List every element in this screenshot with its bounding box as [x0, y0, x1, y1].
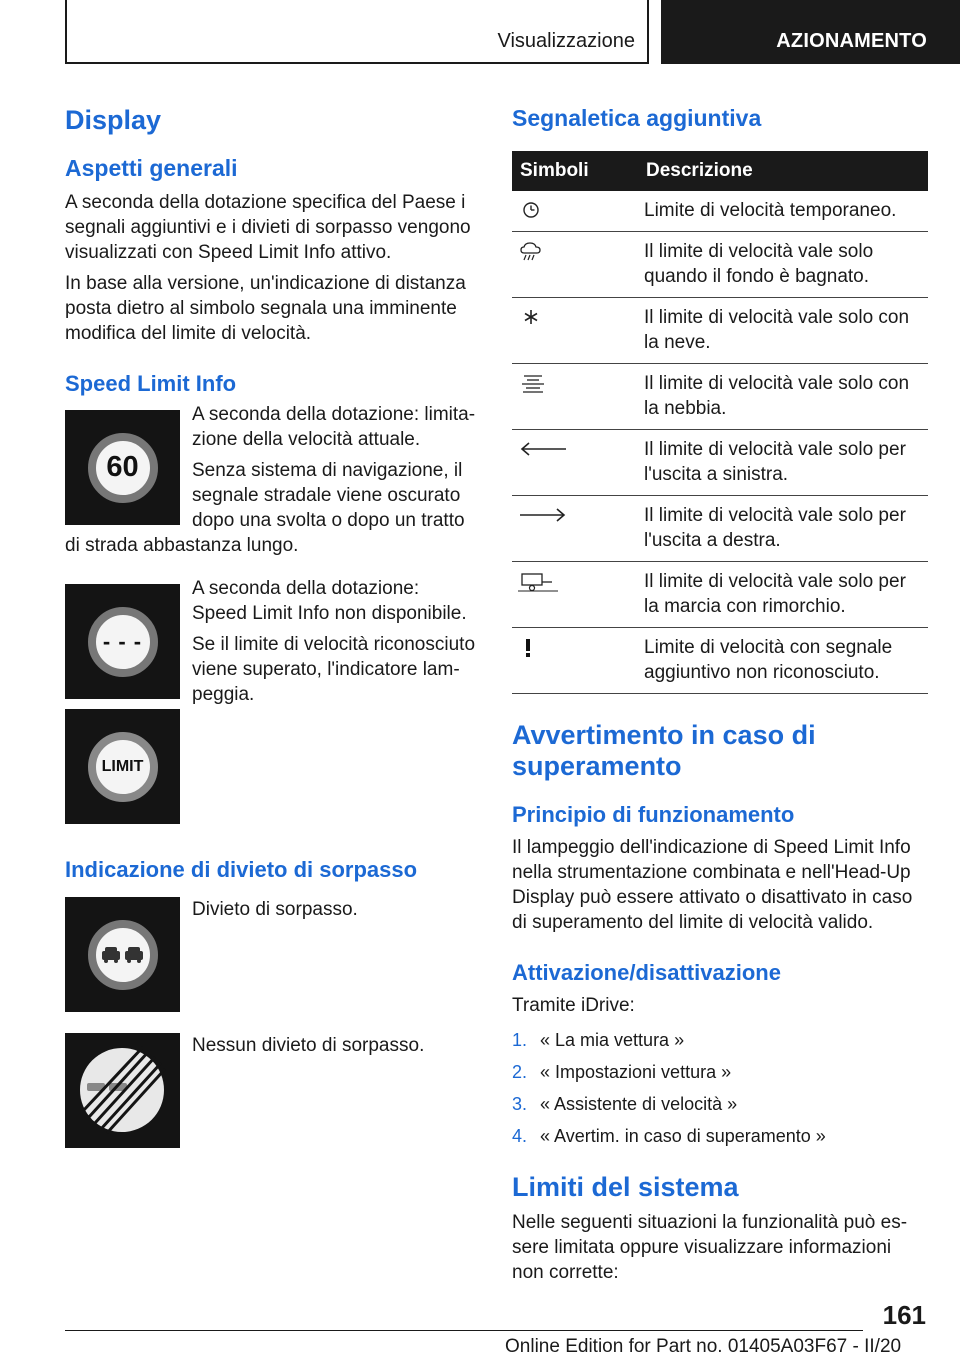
- end-no-overtaking-image: [65, 1033, 180, 1148]
- warning-title: Avvertimento in caso di superamento: [512, 720, 816, 781]
- page-number: 161: [882, 1300, 926, 1330]
- list-item: [512, 1120, 928, 1152]
- table-row: [512, 298, 928, 364]
- list-item: [512, 1056, 928, 1088]
- exclamation-icon: [518, 637, 538, 659]
- principle-title: Principio di funzionamento: [512, 801, 795, 827]
- sli-block-1: [65, 402, 477, 558]
- description-cell: Il limite di velocità vale solo per l'uscita a destra.: [638, 496, 928, 562]
- limit-text: LIMIT: [101, 757, 144, 775]
- no-overtaking-image: [65, 897, 180, 1012]
- step-text: « Avertim. in caso di superamento »: [540, 1126, 826, 1147]
- sli-block-2: [65, 576, 477, 824]
- limit-sign: [88, 732, 158, 802]
- display-title: Display: [65, 105, 162, 135]
- description-cell: Il limite di velocità vale solo quando il fondo è bagnato.: [638, 232, 928, 298]
- table-header-row: [512, 151, 928, 191]
- table-header-description: Descrizione: [638, 151, 928, 191]
- overtake-paragraph-2: Nessun divieto di sorpasso.: [192, 1035, 425, 1057]
- general-paragraph-1: A seconda della dotazione specifica del Paese i segnali aggiuntivi e i divieti di sorpasso vengono visualizzati con Speed Limit Info attivo.: [65, 191, 471, 263]
- overtake-block-2: [65, 1033, 477, 1148]
- header-chapter-label: AZIONAMENTO: [776, 30, 927, 52]
- clock-icon: [518, 200, 544, 220]
- idrive-steps: [512, 1024, 928, 1152]
- left-column: [65, 100, 477, 1148]
- footer-divider: [65, 1330, 863, 1331]
- step-text: « Impostazioni vettura »: [540, 1062, 732, 1083]
- description-cell: Il limite di velocità vale solo per l'uscita a sinistra.: [638, 430, 928, 496]
- table-header-symbols: Simboli: [512, 151, 638, 191]
- header-section-label: Visualizzazione: [497, 30, 635, 52]
- limit-sign-image: [65, 709, 180, 824]
- table-row: [512, 191, 928, 232]
- sign-image-stack: [65, 584, 180, 824]
- description-cell: Il limite di velocità vale solo per la marcia con rimorchio.: [638, 562, 928, 628]
- no-info-sign-image: [65, 584, 180, 699]
- step-number: 1.: [512, 1030, 528, 1051]
- limits-paragraph: Nelle seguenti situazioni la funzionalità può essere limitata oppure visualizzare informazioni non corrette:: [512, 1212, 908, 1284]
- speed-limit-info-title: Speed Limit Info: [65, 370, 237, 396]
- footer-edition: Online Edition for Part no. 01405A03F67 - II/20: [505, 1336, 902, 1357]
- right-column: [512, 100, 928, 1285]
- symbol-cell: [512, 496, 638, 562]
- step-number: 2.: [512, 1062, 528, 1083]
- general-paragraph-2: In base alla versione, un'indicazione di distanza posta dietro al simbolo segnala una imminente modifica del limite di velocità.: [65, 272, 466, 344]
- overtake-title: Indicazione di divieto di sorpasso: [65, 857, 418, 883]
- overtake-block-1: [65, 897, 477, 1012]
- two-cars-icon: [100, 945, 146, 965]
- symbol-cell: [512, 364, 638, 430]
- activation-paragraph: Tramite iDrive:: [512, 995, 635, 1017]
- symbol-cell: [512, 562, 638, 628]
- table-row: [512, 364, 928, 430]
- header-chapter-box: [661, 0, 960, 64]
- symbol-cell: [512, 430, 638, 496]
- limits-title: Limiti del sistema: [512, 1172, 739, 1203]
- symbols-table: [512, 151, 928, 694]
- extra-signs-title: Segnaletica aggiuntiva: [512, 105, 762, 131]
- sli-paragraph-3: A seconda della dotazione: Speed Limit Info non disponibile.: [192, 578, 467, 625]
- table-row: [512, 496, 928, 562]
- speed-sign-image: [65, 410, 180, 525]
- symbol-cell: [512, 628, 638, 694]
- sli-paragraph-4: Se il limite di velocità riconosciuto viene superato, l'indicatore lampeggia.: [192, 634, 476, 706]
- trailer-icon: [518, 571, 558, 593]
- table-row: [512, 430, 928, 496]
- rain-cloud-icon: [518, 241, 544, 263]
- activation-title: Attivazione/disattivazione: [512, 959, 781, 985]
- speed-60-sign: [88, 433, 158, 503]
- list-item: [512, 1024, 928, 1056]
- header-section-box: [65, 0, 649, 64]
- step-text: « La mia vettura »: [540, 1030, 685, 1051]
- step-number: 3.: [512, 1094, 528, 1115]
- table-row: [512, 628, 928, 694]
- description-cell: Limite di velocità con segnale aggiuntivo non riconosciuto.: [638, 628, 928, 694]
- list-item: [512, 1088, 928, 1120]
- sli-paragraph-2: Senza sistema di navigazione, il segnale stradale viene oscurato dopo una svolta o dopo un tratto di strada abbastanza lungo.: [65, 460, 465, 557]
- step-text: « Assistente di velocità »: [540, 1094, 738, 1115]
- no-overtaking-sign: [88, 920, 158, 990]
- sli-paragraph-1: A seconda della dotazione: limitazione della velocità attuale.: [192, 404, 476, 451]
- principle-paragraph: Il lampeggio dell'indicazione di Speed Limit Info nella strumentazione combinata e nell'Head-Up Display può essere attivato o disattivato in caso di superamento del limite di velocità valido.: [512, 836, 913, 933]
- arrow-right-icon: [518, 505, 568, 525]
- symbol-cell: [512, 191, 638, 232]
- step-number: 4.: [512, 1126, 528, 1147]
- table-row: [512, 232, 928, 298]
- overtake-paragraph-1: Divieto di sorpasso.: [192, 899, 358, 921]
- symbol-cell: [512, 298, 638, 364]
- dashes-text: - - -: [102, 628, 143, 654]
- general-title: Aspetti generali: [65, 154, 238, 181]
- snowflake-icon: [518, 307, 544, 327]
- symbol-cell: [512, 232, 638, 298]
- speed-60-text: 60: [106, 451, 139, 484]
- no-info-sign: [88, 607, 158, 677]
- description-cell: Il limite di velocità vale solo con la nebbia.: [638, 364, 928, 430]
- table-row: [512, 562, 928, 628]
- description-cell: Limite di velocità temporaneo.: [638, 191, 928, 232]
- fog-icon: [518, 373, 548, 395]
- arrow-left-icon: [518, 439, 568, 459]
- description-cell: Il limite di velocità vale solo con la neve.: [638, 298, 928, 364]
- end-no-overtaking-icon: [65, 1033, 180, 1148]
